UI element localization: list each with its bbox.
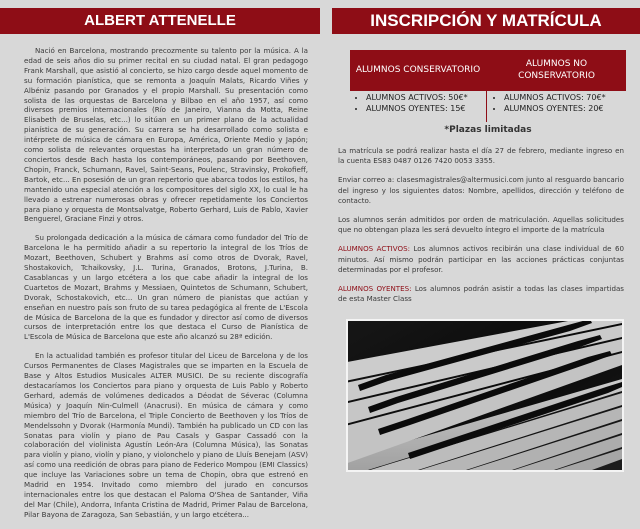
piano-image: [348, 321, 622, 470]
limited-places-note: *Plazas limitadas: [444, 125, 532, 135]
oyentes-paragraph: [338, 284, 624, 304]
biography-column: [24, 46, 308, 529]
oyentes-text: Los alumnos podrán asistir a todas las clases impartidas de esta Master Class: [338, 284, 624, 304]
bio-paragraph-2: Su prolongada dedicación a la música de cámara como fundador del Trío de Barcelona le ha permitido añadir a su repertorio la integral de los Tríos de Mozart, Beethoven, Schubert y Brahms así como otros de Dvorak, Ravel, Shostakovich, Tchaikovsky, J.L. Turina, Granados, Brotons, J.Turina, B. Casablancas y un largo etcétera a los que cabe añadir la integral de los Cuartetos de Mozart, Brahms y Messiaen, Quintetos de Schumann, Schubert, Dvorak, Schostakovich, etc... Un gran número de pianistas que actúan y enseñan en nuestro país son fruto de su tarea pedagógica al frente de L'Escola de Música de Barcelona de la que es fundador y director así como de diversos cursos de interpretación entre los que destaca el Curso de Pianística de L'Escola de Música de Barcelona que este año alcanzó su 28ª edición.: [24, 233, 308, 342]
enrollment-info: [338, 146, 624, 313]
right-title: INSCRIPCIÓN Y MATRÍCULA: [332, 8, 640, 34]
fee-item: • ALUMNOS ACTIVOS: 70€*: [504, 92, 624, 103]
fee-item: • ALUMNOS OYENTES: 20€: [504, 103, 624, 114]
activos-paragraph: [338, 244, 624, 275]
fee-item: • ALUMNOS ACTIVOS: 50€*: [366, 92, 482, 103]
email-paragraph: Enviar correo a: clasesmagistrales@altermusici.com junto al resguardo bancario del ingreso y los siguientes datos: Nombre, apellidos, dirección y teléfono de contacto.: [338, 175, 624, 205]
bio-paragraph-3: En la actualidad también es profesor titular del Liceu de Barcelona y de los Cursos Permanentes de Clases Magistrales que se imparten en la Escuela de Base y Altos Estudios Musicales ALTER MUSICI. De su reciente discografía destacaríamos los Conciertos para piano y orquesta de Luis Pablo y Roberto Gerhard, además de volúmenes dedicados a Déodat de Séverac (Columna Música) y Joaquín Nin-Culmell (Anacrusi). En música de cámara y como miembro del Trío de Barcelona, el Triple Concierto de Beethoven y los Tríos de Mendelssohn y Dvorak (Harmonía Mundi). También ha publicado un CD con las Sonatas para violín y piano de Pau Casals y Gaspar Cassadó con la colaboración del violinista Agustín León-Ara (Columna Música), las Sonatas para violín y piano, violín y piano, y violonchelo y piano de Lluís Benejam (ASV) así como una reedición de obras para piano de Federico Mompou (EMI Classics) que incluye las Variaciones sobre un tema de Chopin, obra que estrenó en Madrid en 1954. Invitado como miembro del jurado en concursos internacionales entre los que destacan el Paloma O'Shea de Santander, Viña del Mar (Chile), Andorra, Infanta Cristina de Madrid, Primer Palau de Barcelona, Pilar Bayona de Zaragoza, San Sebastián, y un largo etcétera...: [24, 351, 308, 519]
activos-text: Los alumnos activos recibirán una clase individual de 60 minutos. Así mismo podrán participar en las acciones prácticas conjuntas determinadas por el profesor.: [338, 244, 624, 274]
activos-label: ALUMNOS ACTIVOS:: [338, 244, 410, 254]
no-conservatorio-header: ALUMNOS NO CONSERVATORIO: [487, 50, 626, 90]
table-divider: [350, 90, 626, 91]
left-title: ALBERT ATTENELLE: [0, 8, 320, 34]
no-conservatorio-fees: [494, 92, 624, 114]
conservatorio-header: ALUMNOS CONSERVATORIO: [350, 50, 486, 90]
fee-item: • ALUMNOS OYENTES: 15€: [366, 103, 482, 114]
conservatorio-fees: [356, 92, 482, 114]
bio-paragraph-1: Nació en Barcelona, mostrando precozmente su talento por la música. A la edad de seis años dio su primer recital en su ciudad natal. El gran pedagogo Frank Marshall, que asistió al concierto, se hizo cargo desde aquel momento de su formación pianística, que se remonta a Joaquín Malats, Ricardo Viñes y Albéniz pasando por Granados y el propio Marshall. Su presentación como solista de las orquestas de Barcelona y Bilbao en el año 1957, así como diversos premios internacionales (Río de Janeiro, Vianna da Motta, Reine Elisabeth de Bruselas, etc...) lo sitúan en un primer plano de la actualidad pianística de su generación. Su carrera se ha desarrollado como solista e intérprete de música de cámara en Europa, América, Oriente Medio y Japón; como solista de relevantes orquestas ha interpretado un gran número de conciertos desde Bach hasta los contemporáneos, pasando por Beethoven, Chopin, Franck, Schumann, Ravel, Saint-Seans, Poulenc, Stravinsky, Prokofieff, Bartok, etc... En posesión de un gran repertorio que abarca todos los estilos, ha mantenido una especial atención a los compositores del siglo XX, lo cual le ha llevado a estrenar numerosas obras y ofrecer repetidamente los Conciertos para piano y orquesta de Montsalvatge, Roberto Gerhard, Luis de Pablo, Xavier Benguerel, Graciane Finzi y otros.: [24, 46, 308, 224]
table-column-divider: [486, 50, 487, 122]
oyentes-label: ALUMNOS OYENTES:: [338, 284, 412, 294]
admission-paragraph: Los alumnos serán admitidos por orden de matriculación. Aquellas solicitudes que no obtengan plaza les será devuelto íntegro el importe de la matrícula: [338, 215, 624, 235]
payment-paragraph: La matrícula se podrá realizar hasta el día 27 de febrero, mediante ingreso en la cuenta ES83 0487 0126 7420 0053 3355.: [338, 146, 624, 166]
piano-keys-photo: [346, 319, 624, 472]
fees-table: [350, 50, 626, 122]
